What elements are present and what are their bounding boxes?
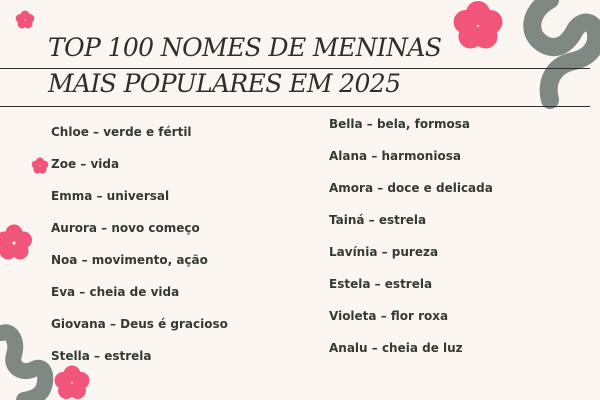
- name-item: Bella – bela, formosa: [329, 117, 471, 131]
- name-item: Stella – estrela: [51, 349, 152, 363]
- divider-top: [0, 68, 590, 69]
- name-item: Estela – estrela: [329, 277, 433, 291]
- names-column-left: [51, 124, 228, 380]
- title-line-2: MAIS POPULARES EM 2025: [48, 69, 401, 98]
- name-item: Alana – harmoniosa: [329, 149, 461, 163]
- flower-icon: [0, 222, 32, 264]
- flower-icon: [15, 10, 35, 30]
- name-item: Lavínia – pureza: [329, 245, 439, 259]
- squiggle-icon: [520, 0, 600, 105]
- name-item: Chloe – verde e fértil: [51, 125, 192, 139]
- flower-icon: [448, 0, 508, 48]
- page-title: [48, 30, 441, 102]
- name-item: Giovana – Deus é gracioso: [51, 317, 228, 331]
- name-item: Amora – doce e delicada: [329, 181, 493, 195]
- flower-icon: [31, 157, 49, 175]
- name-item: Emma – universal: [51, 189, 170, 203]
- name-item: Analu – cheia de luz: [329, 341, 463, 355]
- name-item: Tainá – estrela: [329, 213, 427, 227]
- divider-bottom: [0, 106, 590, 107]
- name-item: Violeta – flor roxa: [329, 309, 449, 323]
- name-item: Noa – movimento, ação: [51, 253, 208, 267]
- names-column-right: [329, 116, 493, 372]
- name-item: Aurora – novo começo: [51, 221, 200, 235]
- title-line-1: TOP 100 NOMES DE MENINAS: [48, 33, 442, 62]
- name-item: Eva – cheia de vida: [51, 285, 180, 299]
- name-item: Zoe – vida: [51, 157, 120, 171]
